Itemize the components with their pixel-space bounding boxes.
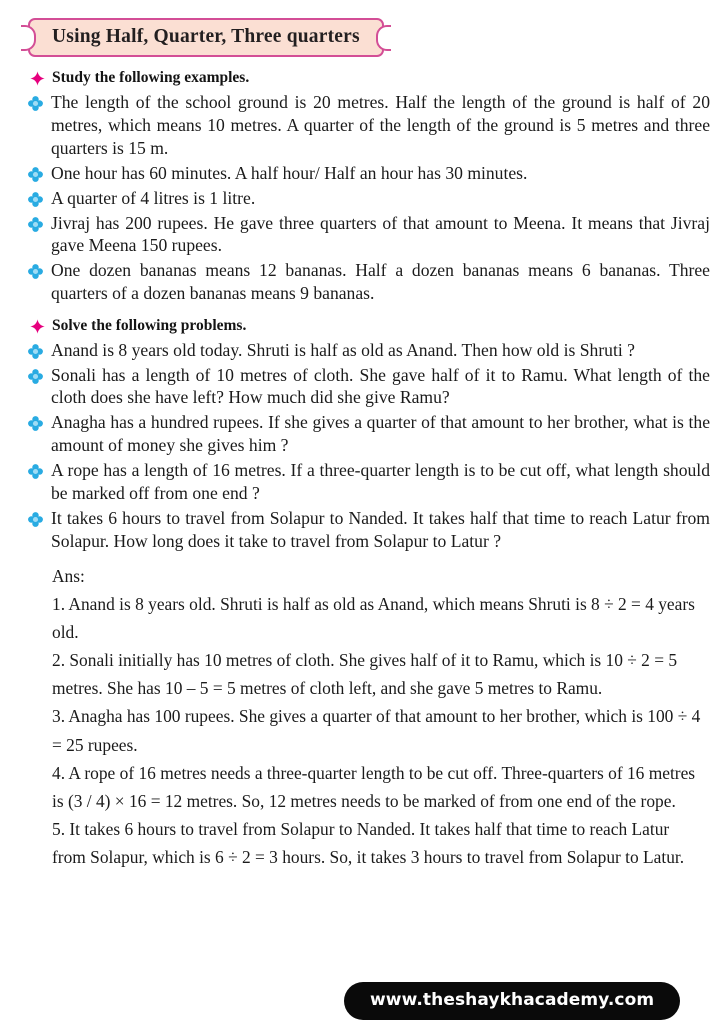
list-item-text: Sonali has a length of 10 metres of cloth. She gave half of it to Ramu. What length of the cloth does she have left? How much did she give Ramu? <box>51 364 710 408</box>
list-item-text: Anand is 8 years old today. Shruti is half as old as Anand. Then how old is Shruti ? <box>51 339 635 360</box>
magenta-diamond-bullet-icon <box>30 319 45 334</box>
list-item <box>28 212 710 258</box>
examples-list <box>18 91 710 305</box>
list-item-text: One dozen bananas means 12 bananas. Half a dozen bananas means 6 bananas. Three quarters of a dozen bananas means 9 bananas. <box>51 260 710 304</box>
list-item-text: A quarter of 4 litres is 1 litre. <box>51 187 256 208</box>
cyan-clover-bullet-icon <box>28 512 43 527</box>
list-item-text: Anagha has a hundred rupees. If she gives a quarter of that amount to her brother, what is the amount of money she gives him ? <box>51 412 710 456</box>
answer-item: 3. Anagha has 100 rupees. She gives a quarter of that amount to her brother, which is 100 ÷ 4 = 25 rupees. <box>52 706 701 755</box>
cyan-clover-bullet-icon <box>28 464 43 479</box>
list-item <box>28 411 710 457</box>
section-heading-label: Solve the following problems. <box>52 316 247 334</box>
list-item <box>28 339 710 362</box>
list-item <box>28 259 710 305</box>
list-item <box>28 507 710 553</box>
website-watermark-badge[interactable] <box>344 982 680 1020</box>
cyan-clover-bullet-icon <box>28 416 43 431</box>
list-item <box>28 162 710 185</box>
website-url: www.theshaykhacademy.com <box>370 990 655 1010</box>
answers-label: Ans: <box>52 565 85 586</box>
list-item-text: One hour has 60 minutes. A half hour/ Half an hour has 30 minutes. <box>51 162 528 183</box>
section-heading-label: Study the following examples. <box>52 69 250 87</box>
cyan-clover-bullet-icon <box>28 192 43 207</box>
list-item <box>28 91 710 160</box>
section-heading-examples <box>30 68 710 88</box>
list-item-text: It takes 6 hours to travel from Solapur to Nanded. It takes half that time to reach Latur from Solapur. How long does it take to travel from Solapur to Latur ? <box>51 507 710 551</box>
list-item-text: A rope has a length of 16 metres. If a three-quarter length is to be cut off, what length should be marked off from one end ? <box>51 460 710 503</box>
list-item-text: The length of the school ground is 20 metres. Half the length of the ground is half of 20 metres, which means 10 metres. A quarter of the length of the ground is 5 metres and three quarters is 15 m. <box>51 92 710 158</box>
cyan-clover-bullet-icon <box>28 167 43 182</box>
cyan-clover-bullet-icon <box>28 264 43 279</box>
cyan-clover-bullet-icon <box>28 217 43 232</box>
answer-item: 4. A rope of 16 metres needs a three-quarter length to be cut off. Three-quarters of 16 metres is (3 / 4) × 16 = 12 metres. So, 12 metres needs to be marked of from one end of the rope. <box>52 762 696 811</box>
problems-list <box>18 339 710 553</box>
list-item <box>28 364 710 410</box>
cyan-clover-bullet-icon <box>28 369 43 384</box>
list-item <box>28 187 710 210</box>
cyan-clover-bullet-icon <box>28 96 43 111</box>
page-title-container <box>28 18 710 57</box>
cyan-clover-bullet-icon <box>28 344 43 359</box>
page-title-badge <box>28 18 384 57</box>
answer-item: 2. Sonali initially has 10 metres of cloth. She gives half of it to Ramu, which is 10 ÷ 2 = 5 metres. She has 10 – 5 = 5 metres of cloth left, and she gave 5 metres to Ramu. <box>52 650 678 699</box>
page-title: Using Half, Quarter, Three quarters <box>52 26 360 47</box>
answer-item: 1. Anand is 8 years old. Shruti is half as old as Anand, which means Shruti is 8 ÷ 2 = 4 years old. <box>52 593 695 642</box>
list-item <box>28 459 710 505</box>
answer-item: 5. It takes 6 hours to travel from Solapur to Nanded. It takes half that time to reach Latur from Solapur, which is 6 ÷ 2 = 3 hours. So, it takes 3 hours to travel from Solapur to Latur. <box>52 819 685 868</box>
section-heading-problems <box>30 316 710 336</box>
answers-block <box>52 562 710 872</box>
magenta-diamond-bullet-icon <box>30 71 45 86</box>
list-item-text: Jivraj has 200 rupees. He gave three quarters of that amount to Meena. It means that Jivraj gave Meena 150 rupees. <box>51 212 710 256</box>
